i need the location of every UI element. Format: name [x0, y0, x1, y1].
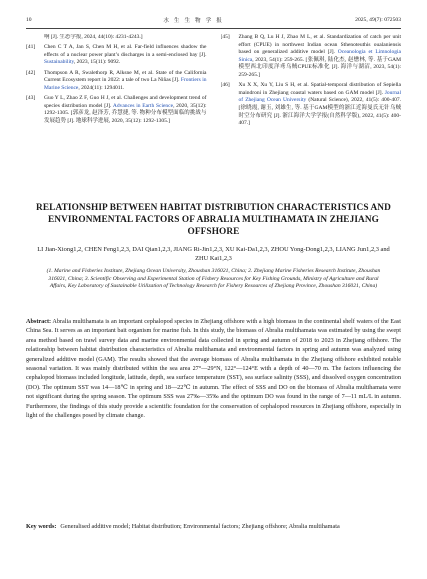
reference-text — [239, 82, 402, 128]
reference-link[interactable]: Journal of Zhejiang Ocean University — [238, 89, 401, 104]
reference-body: Zhang B Q, Lu H J, Zhao M L, et al. Standardization of catch per unit effort (CPUE) in northwest Indian ocean Sthenoteuthis oualaniensis based on generalized additive model [J]. — [238, 34, 401, 56]
reference-number: [41] — [26, 44, 36, 51]
reference-column-left — [26, 34, 207, 174]
header-divider — [26, 28, 401, 29]
reference-text — [239, 34, 402, 80]
abstract — [26, 317, 401, 420]
reference-tail: , 2024(11): 1294011. — [78, 84, 125, 91]
reference-number — [26, 34, 44, 42]
journal-name: 水 生 生 物 学 报 — [163, 18, 224, 24]
reference-number: [45] — [220, 34, 230, 40]
keywords — [26, 522, 401, 531]
reference-item — [26, 95, 207, 125]
reference-body: 响 [J]. 生态学报, 2024, 44(10): 4231-4243.] — [44, 34, 143, 40]
issue-info: 2025, 49(7): 072503 — [355, 17, 401, 23]
reference-text — [44, 44, 207, 67]
reference-item — [26, 70, 207, 93]
reference-text — [44, 34, 207, 42]
reference-number: [42] — [26, 69, 36, 76]
reference-body: Thompson A R, Swalethorp R, Alksne M, et al. State of the California Current Ecosystem report in 2022: a tale of two La Niñas [J]. — [44, 69, 207, 84]
reference-body: Guo Y L, Zhao Z F, Guo H J, et al. Challenges and development trend of species distribution model [J]. — [44, 94, 207, 109]
affiliations: (1. Marine and Fisheries Institute, Zhejiang Ocean University, Zhoushan 316021, China; 2. Zhejiang Marine Fisheries Research Institute, Zhoushan 316021, China; 3. Scientific Observing and Experimental Station of Fishery Resources for Key Fishing Grounds, Ministry of Agriculture and Rural Affairs, Key Laboratory of Sustainable Utilization of Technology Research for Fishery Resources of Zhejiang Province, Zhoushan 316021, China) — [46, 268, 381, 290]
abstract-text: Abralia multihamata is an important cephalopod species in Zhejiang offshore with a high biomass in the continental shelf waters of the East China Sea. It serves as an important bait organism for marine fish. In this study, the biomass of Abralia multihamata was estimated by using the swept area method based on trawl survey data and marine environmental data collected in spring and autumn of 2018 to 2023 in Zhejiang offshore. The relationship between habitat distribution characteristics of Abralia multihamata and environmental factors in spring and autumn was analyzed using generalized additive model (GAM). The results showed that the average biomass of Abralia multihamata in the Zhejiang offshore exhibited notable seasonal variation. It was mainly distributed within the sea area 27°—29°N, 122°—124°E with a depth of 40—70 m. The factors influencing the cephalopod biomass included longitude, latitude, depth, sea surface temperature (SST), sea surface salinity (SSS), and dissolved oxygen concentration (DO). The optimum SST was 14—18℃ in spring and 18—22℃ in autumn. The effect of SSS and DO on the biomass of Abralia multihamata were not significant during the spring season. The optimum SSS was 27‰—35‰ and the optimum DO was found in the range of 7—11 mL/L in autumn. Furthermore, the findings of this study provide a scientific foundation for the conservation of cephalopod resources in Zhejiang offshore, especially in light of the challenges posed by climate change. — [26, 318, 401, 420]
reference-link[interactable]: Frontiers in Marine Science — [44, 77, 207, 91]
reference-body: Chen C T A, Jan S, Chen M H, et al. Far-field influences shadow the effects of a nuclear power plant’s discharges in a semi-enclosed bay [J]. — [44, 44, 207, 58]
reference-tail: (Natural Science), 2022, 41(5): 400-407. [徐晓霞, 谢玉, 刘雄生, 等. 基于GAM模型的浙江近海曼氏无针乌贼时空分布研究 [J]. 浙江海洋大学学报(自然科学版), 2022, 41(5): 400-407.] — [238, 97, 401, 127]
reference-number: [46] — [220, 82, 230, 89]
keywords-text: Generalised additive model; Habitat distribution; Environmental factors; Zhejiang offshore; Abralia multihamata — [60, 523, 340, 530]
reference-link[interactable]: Sustainability — [44, 59, 74, 66]
reference-column-right — [221, 34, 402, 174]
reference-item — [26, 34, 207, 42]
reference-link[interactable]: Oceanologia et Limnologia Sinica — [238, 49, 401, 63]
page-number: 10 — [26, 17, 32, 23]
reference-link[interactable]: Advances in Earth Science — [112, 102, 174, 109]
reference-tail: , 2020, 35(12): 1292-1305. [郭彦龙, 赵泽芳, 乔慧捷, 等. 物种分布模型面临的挑战与发展趋势 [J]. 地球科学进展, 2020, 35(12): 1292-1305.] — [44, 102, 207, 124]
reference-item — [26, 44, 207, 67]
abstract-label: Abstract: — [26, 318, 52, 325]
reference-text — [44, 95, 207, 125]
reference-text — [44, 70, 207, 93]
reference-item — [221, 34, 402, 80]
reference-item — [221, 82, 402, 128]
author-list: LI Jian-Xiong1,2, CHEN Feng1,2,3, DAI Qian1,2,3, JIANG Ri-Jin1,2,3, XU Kai-Da1,2,3, ZHOU Yong-Dong1,2,3, LIANG Jun1,2,3 and ZHU Kai1,2,3 — [37, 246, 390, 262]
reference-body: Xu X X, Xu Y, Liu S H, et al. Spatial-temporal distribution of Sepiella maindroni in Zhejiang coastal waters based on GAM model [J]. — [238, 82, 401, 96]
reference-tail: , 2023, 54(1): 259-265. [张佩琪, 陆化杰, 赵懋林, 等. 基于GAM模型西北印度洋鸢乌贼CPUE标准化 [J]. 海洋与湖沼, 2023, 54(1): 259-265.] — [238, 56, 401, 78]
keywords-label: Key words: — [26, 523, 57, 530]
reference-number: [43] — [26, 94, 36, 101]
article-title: RELATIONSHIP BETWEEN HABITAT DISTRIBUTION CHARACTERISTICS AND ENVIRONMENTAL FACTORS OF ABRALIA MULTIHAMATA IN ZHEJIANG OFFSHORE — [36, 203, 391, 237]
page-header — [26, 14, 401, 26]
reference-list — [26, 34, 401, 174]
reference-tail: , 2023, 15(11): 9092. — [73, 59, 121, 66]
